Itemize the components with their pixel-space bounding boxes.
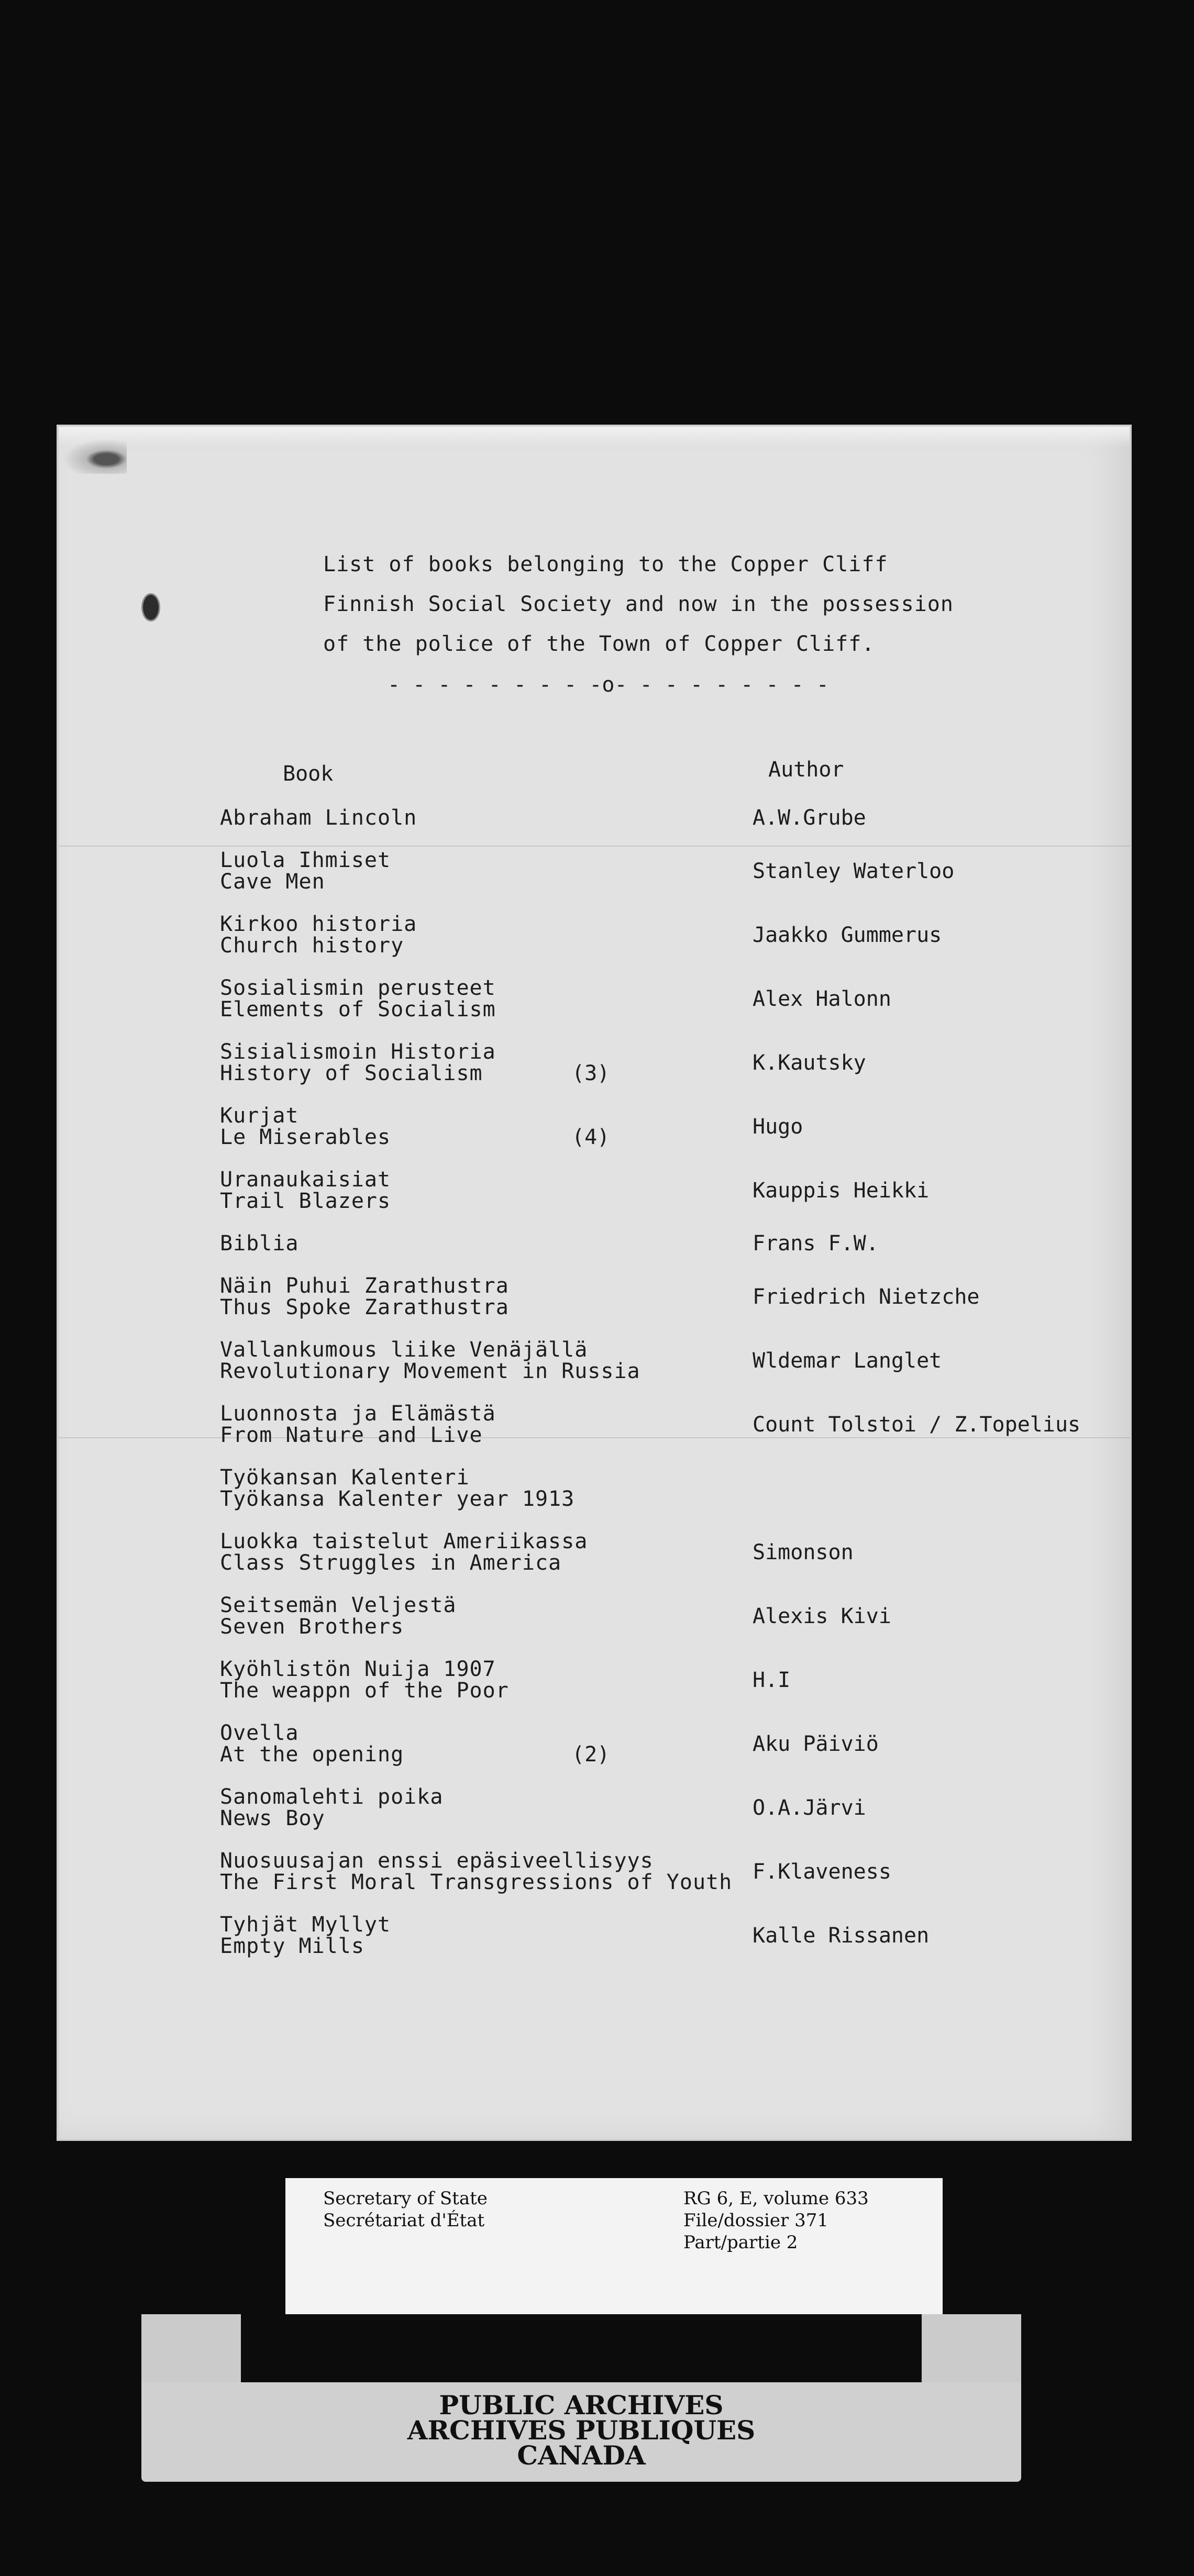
stamp-tab-right	[922, 2314, 1021, 2382]
fold-line	[59, 846, 1130, 847]
book-author: Aku Päiviö	[753, 1732, 879, 1756]
book-title-translation: Elements of Socialism	[220, 997, 496, 1021]
stamp-line-3: CANADA	[517, 2440, 646, 2471]
file-number: File/dossier 371	[683, 2210, 828, 2231]
heading-line-1: List of books belonging to the Copper Cliff	[323, 552, 888, 576]
book-title: Luola Ihmiset	[220, 848, 391, 872]
record-group: RG 6, E, volume 633	[683, 2188, 869, 2209]
stamp-line-2: ARCHIVES PUBLIQUES	[407, 2415, 756, 2446]
copy-count: (3)	[572, 1061, 610, 1085]
part-number: Part/partie 2	[683, 2232, 798, 2253]
heading-line-3: of the police of the Town of Copper Cliff.	[323, 632, 875, 656]
department-en: Secretary of State	[323, 2188, 488, 2209]
stamp-tab-left	[141, 2314, 241, 2382]
book-author: Friedrich Nietzche	[753, 1285, 980, 1309]
heading-line-2: Finnish Social Society and now in the possession	[323, 592, 954, 616]
book-title: Työkansan Kalenteri	[220, 1465, 470, 1490]
book-title-translation: Le Miserables	[220, 1125, 391, 1149]
book-title-translation: Thus Spoke Zarathustra	[220, 1295, 509, 1319]
torn-corner	[59, 437, 127, 474]
book-author: Simonson	[753, 1540, 854, 1564]
book-author: Wldemar Langlet	[753, 1349, 942, 1373]
book-title-translation: Church history	[220, 934, 404, 958]
archives-stamp	[141, 2314, 1021, 2482]
book-author: Jaakko Gummerus	[753, 923, 942, 947]
book-title-translation: News Boy	[220, 1806, 325, 1830]
book-title: Luonnosta ja Elämästä	[220, 1402, 496, 1426]
separator-line: - - - - - - - - -o- - - - - - - - -	[388, 673, 829, 697]
book-title-translation: The weappn of the Poor	[220, 1679, 509, 1703]
book-title: Kirkoo historia	[220, 912, 417, 936]
stamp-line-1: PUBLIC ARCHIVES	[439, 2390, 724, 2420]
book-title: Nuosuusajan enssi epäsiveellisyys	[220, 1849, 654, 1873]
book-title: Ovella	[220, 1721, 299, 1745]
book-title: Uranaukaisiat	[220, 1168, 391, 1192]
book-author: Kalle Rissanen	[753, 1924, 930, 1948]
book-title-translation: Työkansa Kalenter year 1913	[220, 1487, 575, 1511]
fold-line	[59, 1437, 1130, 1438]
file-reference	[683, 2188, 869, 2253]
punch-hole	[141, 593, 160, 621]
book-author: H.I	[753, 1668, 791, 1692]
book-title-translation: Cave Men	[220, 870, 325, 894]
book-author: K.Kautsky	[753, 1051, 866, 1075]
book-title-translation: Seven Brothers	[220, 1615, 404, 1639]
book-author: Hugo	[753, 1115, 803, 1139]
book-author: Kauppis Heikki	[753, 1179, 930, 1203]
book-title-translation: Class Struggles in America	[220, 1551, 562, 1575]
book-title: Abraham Lincoln	[220, 806, 417, 830]
book-title: Vallankumous liike Venäjällä	[220, 1338, 588, 1362]
book-title-translation: Trail Blazers	[220, 1189, 391, 1213]
book-title: Kurjat	[220, 1104, 299, 1128]
book-title: Tyhjät Myllyt	[220, 1913, 391, 1937]
book-author: Frans F.W.	[753, 1231, 879, 1256]
book-title-translation: The First Moral Transgressions of Youth	[220, 1870, 733, 1894]
book-author: F.Klaveness	[753, 1860, 891, 1884]
document-page	[59, 427, 1130, 2139]
book-title: Sosialismin perusteet	[220, 976, 496, 1000]
book-author: Stanley Waterloo	[753, 859, 955, 883]
copy-count: (2)	[572, 1742, 610, 1767]
column-heading-author: Author	[768, 758, 844, 782]
book-author: O.A.Järvi	[753, 1796, 866, 1820]
book-author: Alexis Kivi	[753, 1604, 891, 1628]
book-title-translation: At the opening	[220, 1742, 404, 1767]
column-heading-book: Book	[283, 762, 334, 786]
book-title: Luokka taistelut Ameriikassa	[220, 1529, 588, 1553]
book-author: A.W.Grube	[753, 806, 866, 830]
book-title-translation: History of Socialism	[220, 1061, 483, 1085]
book-author: Count Tolstoi / Z.Topelius	[753, 1413, 1081, 1437]
book-title: Sisialismoin Historia	[220, 1040, 496, 1064]
book-title: Sanomalehti poika	[220, 1785, 444, 1809]
book-title-translation: Empty Mills	[220, 1934, 364, 1958]
book-title: Biblia	[220, 1231, 299, 1256]
book-title-translation: From Nature and Live	[220, 1423, 483, 1447]
book-title-translation: Revolutionary Movement in Russia	[220, 1359, 640, 1383]
book-title: Seitsemän Veljestä	[220, 1593, 457, 1617]
department-fr: Secrétariat d'État	[323, 2210, 485, 2231]
copy-count: (4)	[572, 1125, 610, 1149]
book-title: Näin Puhui Zarathustra	[220, 1274, 509, 1298]
book-title: Kyöhlistön Nuija 1907	[220, 1657, 496, 1681]
department-name	[323, 2188, 488, 2231]
book-author: Alex Halonn	[753, 987, 891, 1011]
